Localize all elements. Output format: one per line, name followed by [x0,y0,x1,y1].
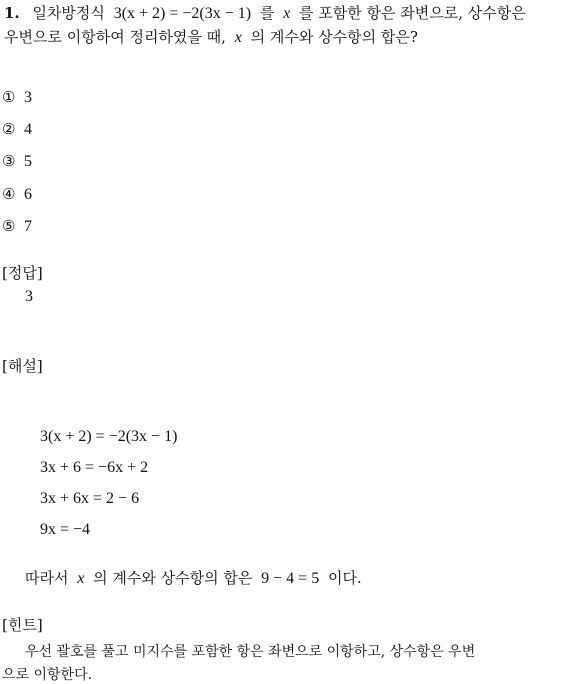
choice-4[interactable] [2,185,32,204]
choice-mark: ③ [2,152,16,170]
hint-line-2: 으로 이항한다. [2,667,93,683]
answer-label: [정답] [2,264,43,282]
explanation-step-2: 3x + 6 = −6x + 2 [40,459,149,476]
explanation-step-4: 9x = −4 [40,521,91,538]
question-text-line2-start: 우변으로 이항하여 정리하였을 때, [4,28,226,46]
choice-value: 3 [24,89,32,106]
conclusion-variable: x [77,570,85,587]
choice-value: 7 [24,218,32,235]
conclusion-text-end: 이다. [327,569,362,587]
question-equation: 3(x + 2) = −2(3x − 1) [113,5,252,22]
choice-5[interactable] [2,217,32,236]
choice-value: 5 [24,153,32,170]
explanation-label: [해설] [2,357,43,375]
question-variable: x [283,5,291,22]
choice-2[interactable] [2,120,32,139]
choice-mark: ① [2,88,16,106]
hint-line-1: 우선 괄호를 풀고 미지수를 포함한 항은 좌변으로 이항하고, 상수항은 우변 [25,644,476,660]
conclusion-text-mid: 의 계수와 상수항의 합은 [93,569,253,587]
choice-value: 6 [24,186,32,203]
question-text-particle: 를 [259,4,275,22]
question-variable-2: x [234,29,242,46]
explanation-step-3: 3x + 6x = 2 − 6 [40,490,140,507]
choice-value: 4 [24,121,32,138]
question-text-start: 일차방정식 [32,4,105,22]
conclusion-text-start: 따라서 [25,569,69,587]
question-text-end: 를 포함한 항은 좌변으로, 상수항은 [299,4,526,22]
choice-mark: ⑤ [2,217,16,235]
choice-mark: ② [2,120,16,138]
question-line-2 [4,26,418,47]
question-number: 1. [4,4,20,22]
answer-value: 3 [25,288,33,305]
question-text-line2-end: 의 계수와 상수항의 합은? [250,28,418,46]
conclusion-expression: 9 − 4 = 5 [261,570,320,587]
explanation-step-1: 3(x + 2) = −2(3x − 1) [40,428,178,445]
hint-label: [힌트] [2,616,43,634]
question-line-1 [4,2,526,23]
explanation-conclusion [25,567,362,588]
choice-3[interactable] [2,152,32,171]
choice-mark: ④ [2,185,16,203]
choice-1[interactable] [2,88,32,107]
